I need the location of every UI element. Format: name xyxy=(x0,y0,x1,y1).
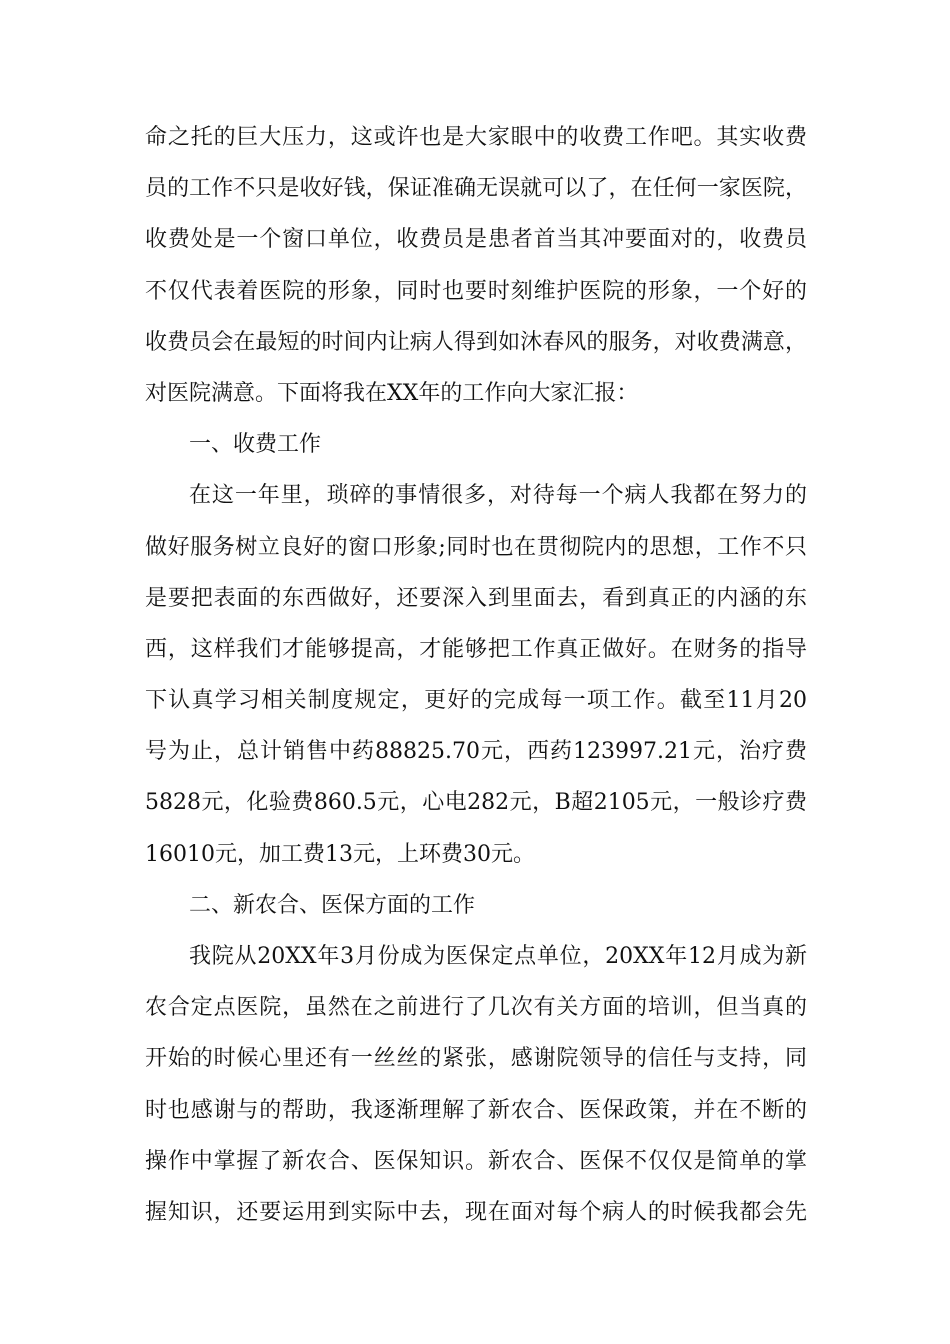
paragraph-line: 是要把表面的东西做好，还要深入到里面去，看到真正的内涵的东 xyxy=(145,585,807,611)
paragraph-line: 在这一年里，琐碎的事情很多，对待每一个病人我都在努力的 xyxy=(189,483,807,509)
paragraph-line: 做好服务树立良好的窗口形象;同时也在贯彻院内的思想，工作不只 xyxy=(145,534,807,560)
paragraph-line: 握知识，还要运用到实际中去，现在面对每个病人的时候我都会先 xyxy=(145,1199,807,1225)
paragraph-line: 员的工作不只是收好钱，保证准确无误就可以了，在任何一家医院， xyxy=(145,176,807,202)
section-heading: 一、收费工作 xyxy=(189,432,322,458)
section-heading: 二、新农合、医保方面的工作 xyxy=(189,892,476,918)
document-body xyxy=(145,112,807,1238)
paragraph-line: 操作中掌握了新农合、医保知识。新农合、医保不仅仅是简单的掌 xyxy=(145,1148,807,1174)
paragraph-line: 收费员会在最短的时间内让病人得到如沐春风的服务，对收费满意， xyxy=(145,329,807,355)
paragraph-line: 农合定点医院，虽然在之前进行了几次有关方面的培训，但当真的 xyxy=(145,995,807,1021)
paragraph-line: 5828元，化验费860.5元，心电282元，B超2105元，一般诊疗费 xyxy=(145,790,807,816)
paragraph-line: 西，这样我们才能够提高，才能够把工作真正做好。在财务的指导 xyxy=(145,636,807,662)
paragraph-line: 不仅代表着医院的形象，同时也要时刻维护医院的形象，一个好的 xyxy=(145,278,807,304)
paragraph-line: 收费处是一个窗口单位，收费员是患者首当其冲要面对的，收费员 xyxy=(145,227,807,253)
paragraph-line: 时也感谢与的帮助，我逐渐理解了新农合、医保政策，并在不断的 xyxy=(145,1097,807,1123)
paragraph-line: 对医院满意。下面将我在XX年的工作向大家汇报： xyxy=(145,380,639,406)
paragraph-line: 命之托的巨大压力，这或许也是大家眼中的收费工作吧。其实收费 xyxy=(145,125,807,150)
paragraph-line: 我院从20XX年3月份成为医保定点单位，20XX年12月成为新 xyxy=(189,944,807,969)
paragraph-line: 开始的时候心里还有一丝丝的紧张，感谢院领导的信任与支持，同 xyxy=(145,1046,807,1072)
paragraph-line: 下认真学习相关制度规定，更好的完成每一项工作。截至11月20 xyxy=(145,688,807,714)
paragraph-line: 号为止，总计销售中药88825.70元，西药123997.21元，治疗费 xyxy=(145,739,807,765)
paragraph-line: 16010元，加工费13元，上环费30元。 xyxy=(145,841,535,867)
